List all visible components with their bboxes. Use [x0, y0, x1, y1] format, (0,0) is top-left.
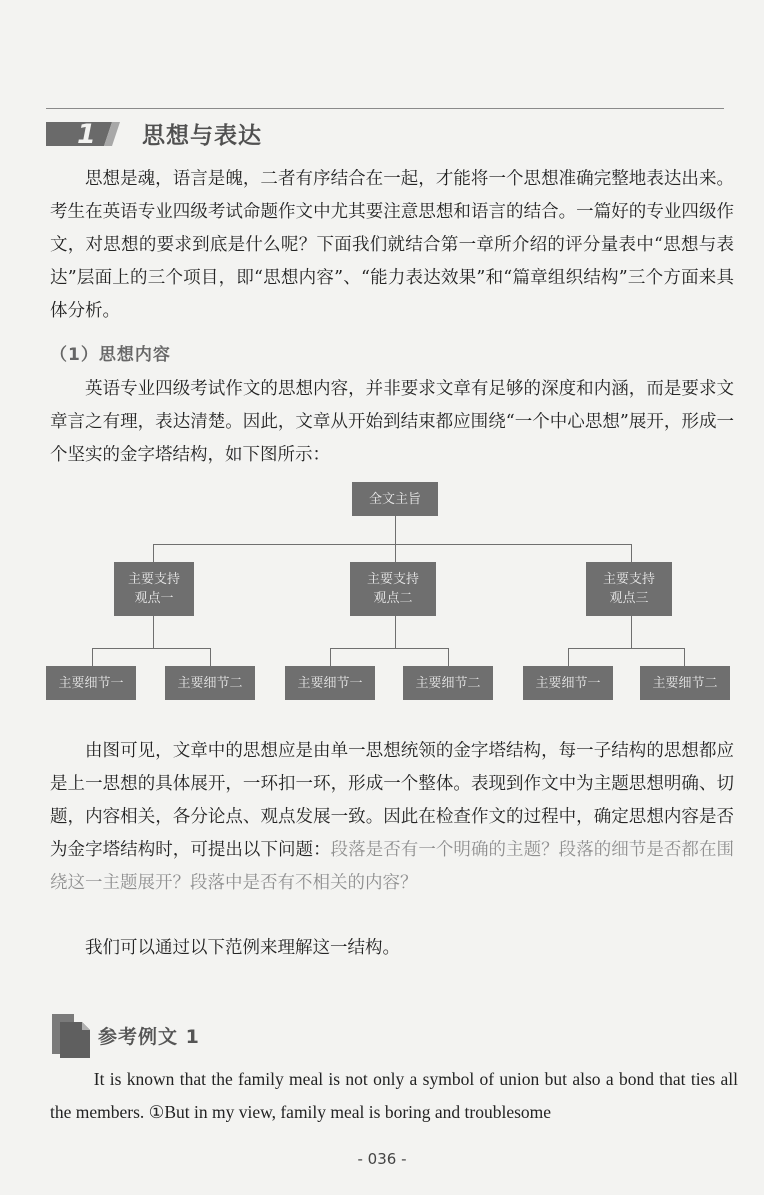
connector-line — [92, 648, 93, 666]
diagram-support-node: 主要支持 观点一 — [114, 562, 194, 616]
section-header — [46, 114, 446, 150]
section-number-badge — [46, 116, 126, 148]
connector-line — [448, 648, 449, 666]
connector-line — [395, 616, 396, 648]
content-paragraph: 英语专业四级考试作文的思想内容，并非要求文章有足够的深度和内涵，而是要求文章言之有理，表达清楚。因此，文章从开始到结束都应围绕“一个中心思想”展开，形成一个坚实的金字塔结构，如下图所示： — [50, 379, 734, 465]
diagram-detail-node: 主要细节二 — [403, 666, 493, 700]
connector-line — [684, 648, 685, 666]
page-number: - 036 - — [357, 1150, 407, 1168]
example-title: 参考例文 1 — [98, 1026, 200, 1048]
connector-line — [395, 544, 396, 562]
section-number: 1 — [77, 119, 96, 148]
connector-line — [330, 648, 331, 666]
connector-line — [153, 616, 154, 648]
connector-line — [631, 616, 632, 648]
diagram-support-node: 主要支持 观点二 — [350, 562, 436, 616]
example-intro-paragraph: 我们可以通过以下范例来理解这一结构。 — [85, 938, 400, 958]
connector-line — [210, 648, 211, 666]
diagram-detail-node: 主要细节一 — [285, 666, 375, 700]
diagram-detail-node: 主要细节二 — [640, 666, 730, 700]
subheading-content: （1）思想内容 — [50, 345, 171, 365]
connector-line — [568, 648, 684, 649]
document-icon — [52, 1010, 92, 1058]
example-text: It is known that the family meal is not only a symbol of union but also a bond that ties all the members. ①But in my view, family meal is boring and troublesome — [50, 1069, 738, 1122]
connector-line — [92, 648, 210, 649]
pyramid-diagram — [0, 478, 764, 708]
header-rule — [46, 108, 724, 109]
connector-line — [330, 648, 448, 649]
example-heading — [52, 1010, 352, 1060]
analysis-text: 由图可见，文章中的思想应是由单一思想统领的金字塔结构，每一子结构的思想都应是上一思想的具体展开，一环扣一环，形成一个整体。表现到作文中为主题思想明确、切题，内容相关，各分论点、观点发展一致。因此在检查作文的过程中，确定思想内容是否为金字塔结构时，可提出以下问题： — [50, 741, 734, 860]
connector-line — [631, 544, 632, 562]
connector-line — [395, 516, 396, 544]
connector-line — [153, 544, 631, 545]
diagram-root-node: 全文主旨 — [352, 482, 438, 516]
analysis-questions: 段落是否有一个明确的主题？段落的细节是否都在围绕这一主题展开？段落中是否有不相关的内容？ — [50, 840, 735, 893]
analysis-paragraph — [50, 735, 734, 900]
connector-line — [153, 544, 154, 562]
section-title: 思想与表达 — [142, 123, 262, 149]
diagram-detail-node: 主要细节一 — [523, 666, 613, 700]
diagram-detail-node: 主要细节二 — [165, 666, 255, 700]
diagram-support-node: 主要支持 观点三 — [586, 562, 672, 616]
intro-paragraph: 思想是魂，语言是魄，二者有序结合在一起，才能将一个思想准确完整地表达出来。考生在英语专业四级考试命题作文中尤其要注意思想和语言的结合。一篇好的专业四级作文，对思想的要求到底是什么呢？下面我们就结合第一章所介绍的评分量表中“思想与表达”层面上的三个项目，即“思想内容”、“能力表达效果”和“篇章组织结构”三个方面来具体分析。 — [50, 169, 734, 321]
diagram-detail-node: 主要细节一 — [46, 666, 136, 700]
connector-line — [568, 648, 569, 666]
